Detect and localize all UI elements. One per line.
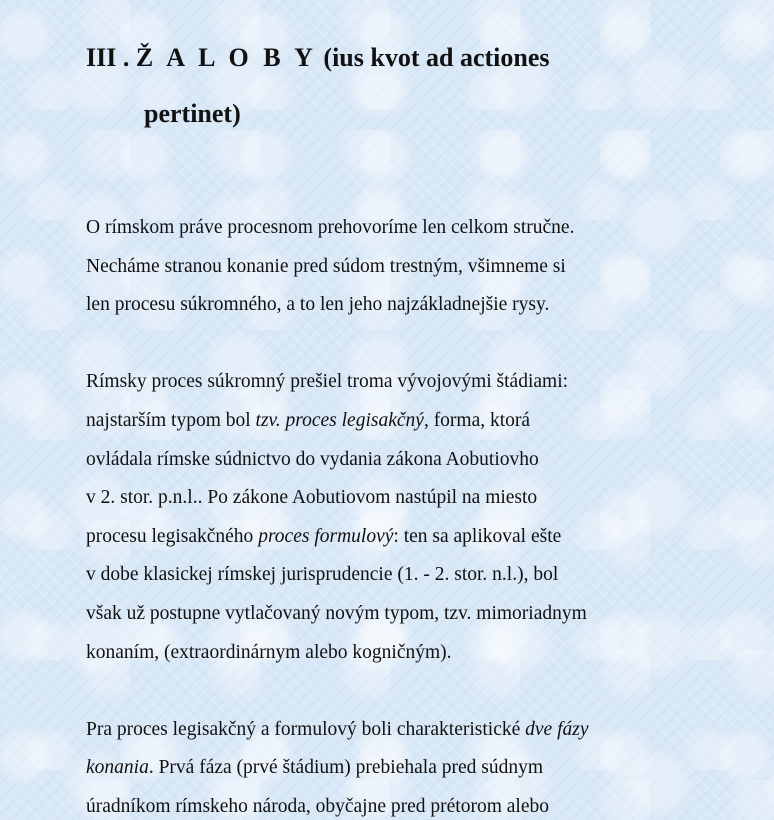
text-run: v dobe klasickej rímskej jurisprudencie (1. - 2. stor. n.l.), bol	[86, 564, 559, 586]
text-run: Necháme stranou konanie pred súdom trestným, všimneme si	[86, 255, 566, 277]
text-line	[86, 634, 686, 673]
chapter-heading	[86, 30, 646, 142]
text-line	[86, 479, 686, 518]
text-line	[86, 402, 686, 441]
text-line	[86, 518, 686, 557]
text-run: . Prvá fáza (prvé štádium) prebiehala pred súdnym	[148, 757, 544, 779]
italic-term: dve fázy	[525, 718, 589, 740]
italic-term: konania	[86, 757, 149, 779]
italic-term: proces formulový	[258, 525, 394, 547]
text-line	[86, 749, 686, 788]
text-run: procesu legisakčného	[86, 525, 259, 547]
text-line	[86, 711, 686, 750]
heading-title: Ž A L O B Y	[135, 43, 317, 72]
text-line	[86, 363, 686, 402]
text-line	[86, 788, 686, 820]
text-run: : ten sa aplikoval ešte	[393, 525, 562, 547]
text-line	[86, 556, 686, 595]
text-run: , forma, ktorá	[423, 409, 531, 431]
text-run: Rímsky proces súkromný prešiel troma vývojovými štádiami:	[86, 371, 569, 393]
text-run: však už postupne vytlačovaný novým typom, tzv. mimoriadnym	[86, 602, 587, 624]
text-line	[86, 286, 686, 325]
paragraph-2	[86, 363, 686, 672]
body-text	[86, 209, 686, 820]
paragraph-1	[86, 209, 686, 325]
text-run: v 2. stor. p.n.l.. Po zákone Aobutiovom nastúpil na miesto	[86, 487, 538, 509]
heading-prefix: III .	[86, 43, 136, 72]
text-run: O rímskom práve procesnom prehovoríme len celkom stručne.	[86, 217, 575, 238]
text-line	[86, 209, 686, 248]
text-line	[86, 441, 686, 480]
text-run: len procesu súkromného, a to len jeho najzákladnejšie rysy.	[86, 294, 550, 316]
italic-term: tzv. proces legisakčný	[255, 409, 424, 431]
text-line	[86, 248, 686, 287]
text-run: konaním, (extraordinárnym alebo kogničným).	[86, 641, 452, 663]
text-run: ovládala rímske súdnictvo do vydania zákona Aobutiovho	[86, 448, 539, 470]
heading-rest: (ius kvot ad actiones	[316, 43, 550, 72]
text-run: Pra proces legisakčný a formulový boli charakteristické	[86, 718, 526, 740]
paragraph-3	[86, 711, 686, 820]
text-run: najstarším typom bol	[86, 409, 256, 431]
text-run: úradníkom rímskeho národa, obyčajne pred prétorom alebo	[86, 795, 549, 817]
heading-line2: pertinet)	[144, 99, 241, 128]
text-line	[86, 595, 686, 634]
